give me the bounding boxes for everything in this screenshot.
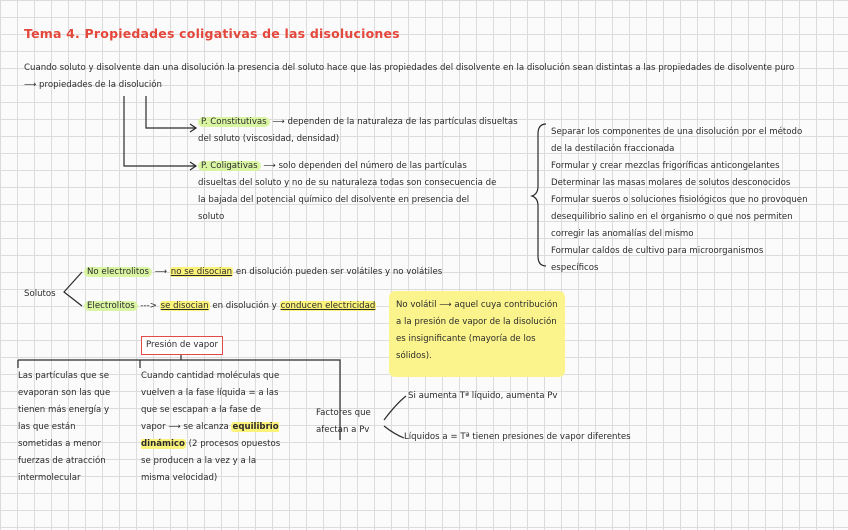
solutos-label: Solutos — [24, 289, 56, 299]
middle-end: (2 procesos opuestos se producen a la vez y a la misma velocidad) — [141, 439, 281, 483]
factores-label: Factores que afectan a Pv — [316, 408, 371, 435]
constitutivas-block — [198, 114, 522, 148]
coligativas-text: ⟶ solo dependen del número de las partículas disueltas del soluto y no de su naturaleza todas son consecuencia de la bajada del potencial químico del disolvente en presencia del soluto — [198, 161, 497, 222]
presion-vapor-left: Las partículas que se evaporan son las que tienen más energía y las que están sometidas a menor fuerzas de atracción intermolecular — [18, 371, 111, 483]
presion-vapor-title: Presión de vapor — [141, 336, 223, 355]
equilibrio-dinamico: equilibrio dinámico — [141, 422, 279, 449]
constitutivas-text: ⟶ dependen de la naturaleza de las partículas disueltas del soluto (viscosidad, densidad) — [198, 117, 518, 144]
uses-list — [551, 124, 813, 277]
electrolitos-label: Electrolitos — [84, 301, 138, 311]
intro-line-1: Cuando soluto y disolvente dan una disolución la presencia del soluto hace que las propiedades del disolvente en la disolución sean distintas a las propiedades de disolvente puro — [24, 63, 795, 73]
presion-vapor-middle — [141, 368, 283, 487]
electrolitos-highlight-2: conducen electricidad — [280, 301, 376, 311]
electrolitos-highlight-1: se disocian — [160, 301, 209, 311]
factor-liquidos: Líquidos a = Tª tienen presiones de vapor diferentes — [404, 432, 631, 442]
intro-line-2: ⟶ propiedades de la disolución — [24, 80, 162, 90]
no-electrolitos-line — [84, 264, 442, 281]
no-volatil-text: No volátil ⟶ aquel cuya contribución a la presión de vapor de la disolución es insignificante (mayoría de los sólidos). — [396, 300, 558, 361]
no-electrolitos-rest: en disolución pueden ser volátiles y no volátiles — [235, 267, 443, 277]
use-item: Formular y crear mezclas frigoríficas anticongelantes — [551, 161, 780, 171]
use-item: Formular caldos de cultivo para microorganismos específicos — [551, 246, 764, 273]
use-item: Separar los componentes de una disolución por el método de la destilación fraccionada — [551, 127, 803, 154]
constitutivas-label: P. Constitutivas — [198, 117, 270, 127]
no-electrolitos-arrow: ⟶ — [154, 267, 168, 277]
page-title: Tema 4. Propiedades coligativas de las disoluciones — [24, 26, 400, 41]
electrolitos-arrow: ---> — [140, 301, 157, 311]
coligativas-block — [198, 158, 498, 226]
no-electrolitos-highlight: no se disocian — [170, 267, 233, 277]
factor-temperatura: Si aumenta Tª líquido, aumenta Pv — [408, 391, 558, 401]
use-item: Formular sueros o soluciones fisiológicos que no provoquen desequilibrio salino en el organismo o que nos permiten corregir las anomalías del mismo — [551, 195, 808, 239]
middle-start: Cuando cantidad moléculas que vuelven a la fase líquida = a las que se escapan a la fase de vapor ⟶ se alcanza — [141, 371, 280, 432]
use-item: Determinar las masas molares de solutos desconocidos — [551, 178, 791, 188]
electrolitos-line — [84, 298, 376, 315]
no-electrolitos-label: No electrolitos — [84, 267, 152, 277]
coligativas-label: P. Coligativas — [198, 161, 261, 171]
electrolitos-mid: en disolución y — [212, 301, 277, 311]
